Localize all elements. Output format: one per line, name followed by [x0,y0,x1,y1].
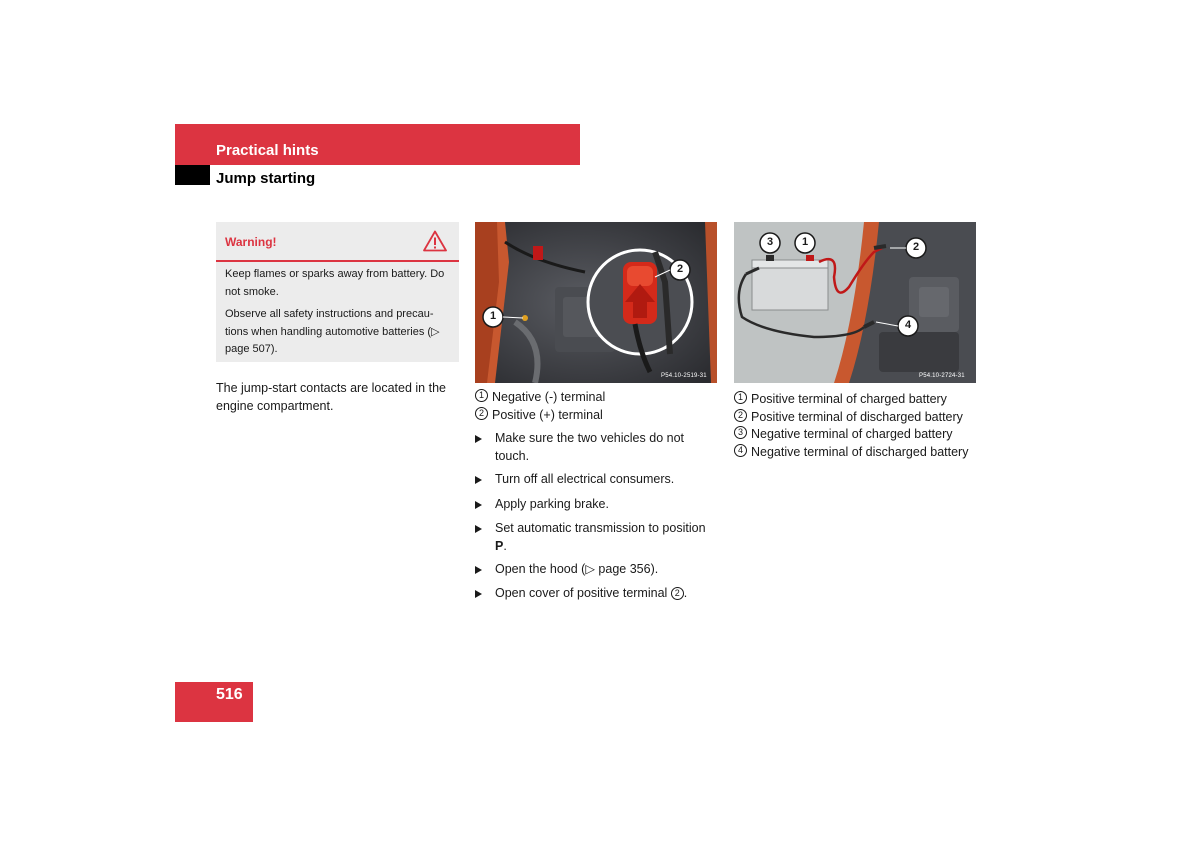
bullet-arrow-icon [475,525,482,533]
figure1-legend [475,389,720,424]
step-item [475,496,717,514]
figure-ref: P54.10-2519-31 [661,373,707,379]
step-item [475,561,717,579]
legend-number: 1 [475,389,488,402]
warning-header [216,222,459,262]
legend-number: 2 [475,407,488,420]
step-text: Open cover of positive terminal [495,586,668,600]
callout-4: 4 [904,319,912,331]
step-item [475,520,717,555]
step-text: Open the hood (▷ page 356). [495,562,659,576]
step-text: Apply parking brake. [495,497,609,511]
legend-number: 2 [671,587,684,600]
bullet-arrow-icon [475,566,482,574]
gear-position-p: P [495,538,504,553]
warning-text-2: Observe all safety instructions and precau-tions when handling automotive batteries (▷ page 507). [225,308,440,355]
callout-1: 1 [489,310,497,322]
subsection-marker [175,165,210,185]
callout-2: 2 [676,263,684,275]
legend-number: 1 [734,391,747,404]
warning-box [216,222,459,362]
step-text-container [495,585,717,603]
figure2-legend [734,391,979,461]
section-title: Practical hints [216,142,319,159]
legend-number: 3 [734,426,747,439]
subsection-title: Jump starting [216,170,316,187]
figure-ref: P54.10-2724-31 [919,373,965,379]
callout-2: 2 [912,241,920,253]
legend-item [475,389,720,407]
step-text: Set automatic transmission to position [495,521,706,535]
callout-3: 3 [766,236,774,248]
legend-text: Negative terminal of charged battery [751,427,953,441]
legend-number: 2 [734,409,747,422]
step-text: Turn off all electrical consumers. [495,472,675,486]
legend-text: Positive terminal of discharged battery [751,409,963,424]
legend-text: Positive terminal of charged battery [751,392,947,406]
bullet-arrow-icon [475,476,482,484]
jumper-cable-diagram [734,222,976,383]
step-item [475,430,717,465]
legend-text: Negative terminal of discharged battery [751,444,969,459]
legend-item [734,391,979,409]
legend-item [734,426,979,444]
bullet-arrow-icon [475,435,482,443]
step-end: . [683,586,688,600]
legend-number: 4 [734,444,747,457]
legend-text: Negative (-) terminal [492,390,606,404]
legend-item [475,407,720,425]
legend-item [734,444,979,462]
step-text-container [495,520,717,555]
engine-compartment-photo [475,222,717,383]
warning-triangle-icon [423,230,447,252]
step-item [475,585,717,603]
page-number: 516 [216,686,243,703]
legend-text: Positive (+) terminal [492,407,603,422]
bullet-arrow-icon [475,501,482,509]
bullet-arrow-icon [475,590,482,598]
step-end: . [503,538,507,553]
legend-item [734,409,979,427]
warning-text-1: Keep flames or sparks away from battery. Do not smoke. [225,268,445,298]
intro-text: The jump-start contacts are located in the engine compartment. [216,381,446,413]
step-text: Make sure the two vehicles do not touch. [495,431,684,463]
callout-1: 1 [801,236,809,248]
step-item [475,471,717,489]
warning-label: Warning! [225,235,277,249]
